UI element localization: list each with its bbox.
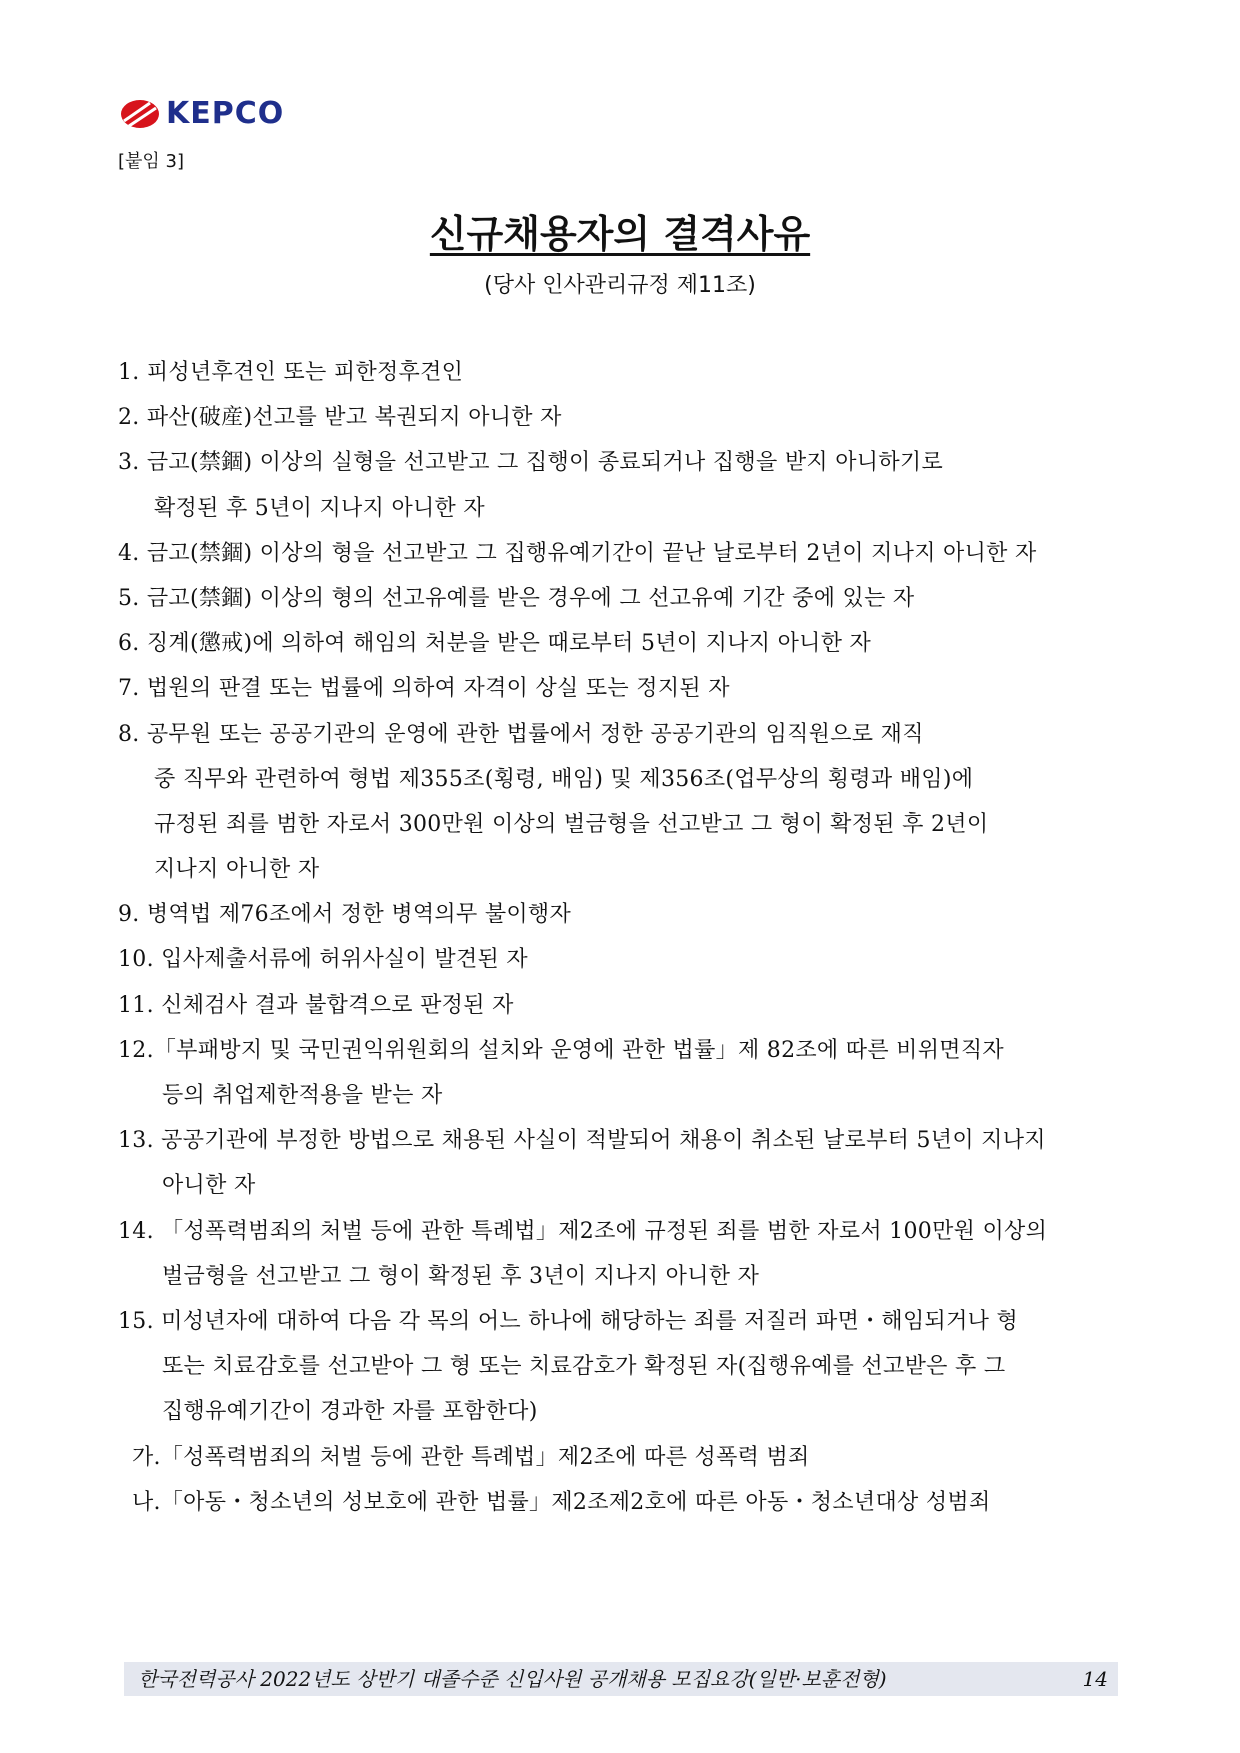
sub-item-ga: 가.「성폭력범죄의 처벌 등에 관한 특례법」제2조에 따른 성폭력 범죄 <box>132 1444 810 1470</box>
page-number: 14 <box>1082 1667 1108 1691</box>
logo-text: KEPCO <box>166 96 285 131</box>
list-item-line: 14. 「성폭력범죄의 처벌 등에 관한 특례법」제2조에 규정된 죄를 범한 자로서 100만원 이상의 <box>118 1218 1048 1244</box>
list-item-continuation: 확정된 후 5년이 지나지 아니한 자 <box>154 495 485 521</box>
list-item-line: 2. 파산(破産)선고를 받고 복권되지 아니한 자 <box>118 405 562 431</box>
list-item-line: 7. 법원의 판결 또는 법률에 의하여 자격이 상실 또는 정지된 자 <box>118 676 730 702</box>
list-item-line: 6. 징계(懲戒)에 의하여 해임의 처분을 받은 때로부터 5년이 지나지 아니한 자 <box>118 631 872 657</box>
list-item-line: 3. 금고(禁錮) 이상의 실형을 선고받고 그 집행이 종료되거나 집행을 받지 아니하기로 <box>118 450 944 476</box>
list-item-continuation: 또는 치료감호를 선고받아 그 형 또는 치료감호가 확정된 자(집행유예를 선고받은 후 그 <box>162 1354 1006 1380</box>
disqualification-list <box>118 350 1128 1525</box>
list-item-line: 10. 입사제출서류에 허위사실이 발견된 자 <box>118 947 528 973</box>
list-item-line: 8. 공무원 또는 공공기관의 운영에 관한 법률에서 정한 공공기관의 임직원으로 재직 <box>118 721 924 747</box>
list-item-line: 15. 미성년자에 대하여 다음 각 목의 어느 하나에 해당하는 죄를 저질러 파면・해임되거나 형 <box>118 1308 1019 1334</box>
page-footer <box>124 1662 1118 1696</box>
page-subtitle: (당사 인사관리규정 제11조) <box>484 273 756 298</box>
list-item-line: 9. 병역법 제76조에서 정한 병역의무 불이행자 <box>118 902 572 928</box>
list-item-continuation: 집행유예기간이 경과한 자를 포함한다) <box>162 1399 538 1425</box>
page-title: 신규채용자의 결격사유 <box>429 212 811 256</box>
attachment-label: [붙임 3] <box>118 151 184 172</box>
list-item-continuation: 벌금형을 선고받고 그 형이 확정된 후 3년이 지나지 아니한 자 <box>162 1263 760 1289</box>
list-item-line: 13. 공공기관에 부정한 방법으로 채용된 사실이 적발되어 채용이 취소된 날로부터 5년이 지나지 <box>118 1128 1046 1154</box>
list-item-line: 5. 금고(禁錮) 이상의 형의 선고유예를 받은 경우에 그 선고유예 기간 중에 있는 자 <box>118 585 915 611</box>
list-item-line: 12.「부패방지 및 국민권익위원회의 설치와 운영에 관한 법률」제 82조에 따른 비위면직자 <box>118 1037 1004 1063</box>
list-item-continuation: 등의 취업제한적용을 받는 자 <box>162 1083 443 1108</box>
list-item-continuation: 중 직무와 관련하여 형법 제355조(횡령, 배임) 및 제356조(업무상의 횡령과 배임)에 <box>154 766 974 792</box>
kepco-emblem-icon <box>120 99 160 129</box>
list-item-line: 1. 피성년후견인 또는 피한정후견인 <box>118 360 464 385</box>
list-item-line: 4. 금고(禁錮) 이상의 형을 선고받고 그 집행유예기간이 끝난 날로부터 2년이 지나지 아니한 자 <box>118 540 1037 566</box>
kepco-logo <box>120 96 284 132</box>
sub-item-na: 나.「아동・청소년의 성보호에 관한 법률」제2조제2호에 따른 아동・청소년대상 성범죄 <box>132 1489 991 1515</box>
list-item-continuation: 지나지 아니한 자 <box>154 857 320 883</box>
footer-text: 한국전력공사 2022년도 상반기 대졸수준 신입사원 공개채용 모집요강(일반·보훈전형) <box>138 1667 887 1691</box>
list-item-line: 11. 신체검사 결과 불합격으로 판정된 자 <box>118 992 514 1018</box>
list-item-continuation: 아니한 자 <box>162 1173 256 1199</box>
list-item-continuation: 규정된 죄를 범한 자로서 300만원 이상의 벌금형을 선고받고 그 형이 확정된 후 2년이 <box>154 811 989 837</box>
